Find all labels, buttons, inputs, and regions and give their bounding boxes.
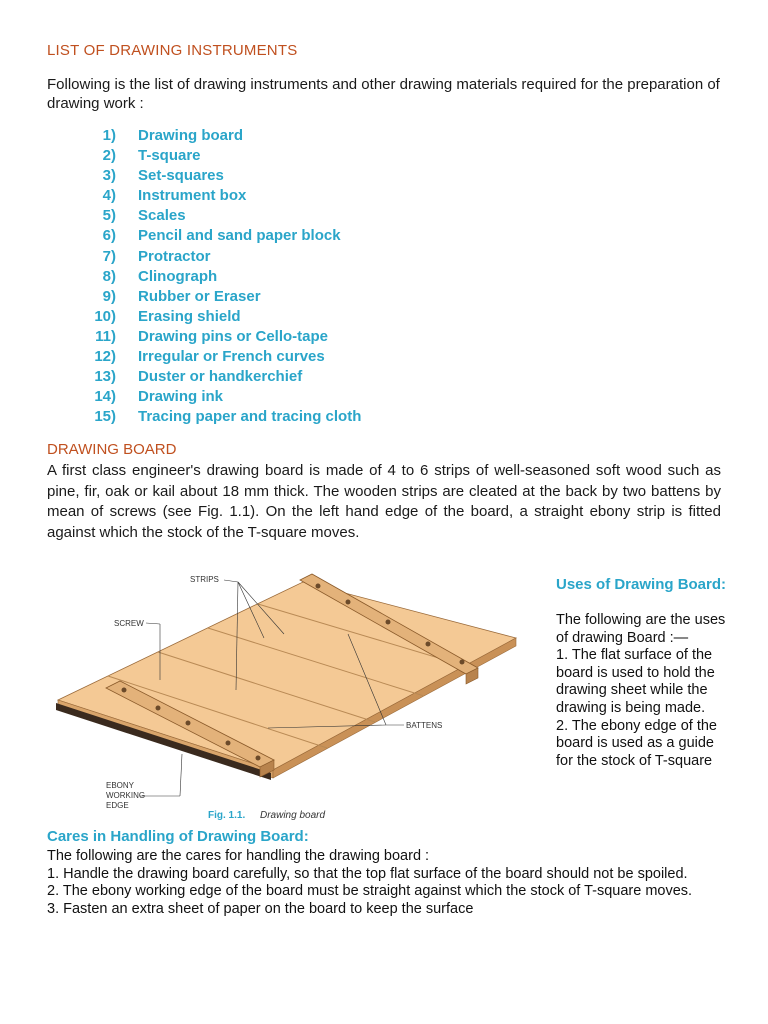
cares-line: 3. Fasten an extra sheet of paper on the board to keep the surface [47, 900, 474, 917]
list-item: 8) Clinograph [102, 267, 218, 285]
cares-line: 1. Handle the drawing board carefully, so that the top flat surface of the board should not be spoiled. [47, 865, 688, 882]
label-ebony: WORKING [106, 791, 146, 800]
cares-text [47, 848, 737, 918]
uses-text [556, 612, 734, 770]
label-battens: BATTENS [406, 721, 443, 730]
figure-caption-text: Drawing board [260, 810, 326, 821]
list-item: 5) Scales [102, 207, 186, 225]
label-strips: STRIPS [190, 575, 219, 584]
list-item: 1) Drawing board [102, 127, 244, 144]
list-item: 12) Irregular or French curves [94, 348, 325, 366]
list-item: 7) Protractor [102, 247, 211, 265]
figure-caption-number: Fig. 1.1. [208, 810, 246, 821]
drawing-board-paragraph: A first class engineer's drawing board is made of 4 to 6 strips of well-seasoned soft wood such as pine, fir, oak or kail about 18 mm thick. The wooden strips are cleated at the back by two battens by mean of screws (see Fig. 1.1). On the left hand edge of the board, a straight ebony strip is fitted against which the stock of the T-square moves. [47, 462, 721, 541]
list-item: 14) Drawing ink [94, 388, 224, 406]
uses-line: The following are the uses of drawing Board :— [556, 612, 726, 646]
uses-line: 1. The flat surface of the board is used to hold the drawing sheet while the drawing is being made. [556, 647, 715, 716]
label-ebony: EDGE [106, 801, 129, 810]
list-item: 13) Duster or handkerchief [94, 368, 303, 386]
list-item: 9) Rubber or Eraser [102, 287, 261, 305]
uses-heading: Uses of Drawing Board: [556, 576, 727, 593]
cares-heading: Cares in Handling of Drawing Board: [47, 828, 309, 845]
list-item: 3) Set-squares [102, 167, 224, 185]
intro-paragraph: Following is the list of drawing instruments and other drawing materials required for the preparation of drawing work : [47, 76, 720, 112]
drawing-board-figure [48, 560, 518, 828]
cares-line: The following are the cares for handling the drawing board : [47, 848, 430, 864]
list-item: 11) Drawing pins or Cello-tape [95, 327, 329, 345]
list-item: 4) Instrument box [102, 187, 247, 205]
drawing-board-heading: DRAWING BOARD [47, 441, 177, 458]
list-item: 15) Tracing paper and tracing cloth [94, 408, 362, 426]
uses-line: 2. The ebony edge of the board is used as a guide for the stock of T-square [556, 717, 717, 769]
label-ebony: EBONY [106, 781, 135, 790]
label-screw: SCREW [114, 619, 144, 628]
list-item: 10) Erasing shield [94, 307, 241, 325]
list-item: 6) Pencil and sand paper block [102, 227, 341, 245]
list-item: 2) T-square [102, 147, 201, 165]
cares-line: 2. The ebony working edge of the board must be straight against which the stock of T-square moves. [47, 883, 693, 899]
instrument-list [80, 127, 361, 428]
page-title: LIST OF DRAWING INSTRUMENTS [47, 42, 298, 59]
